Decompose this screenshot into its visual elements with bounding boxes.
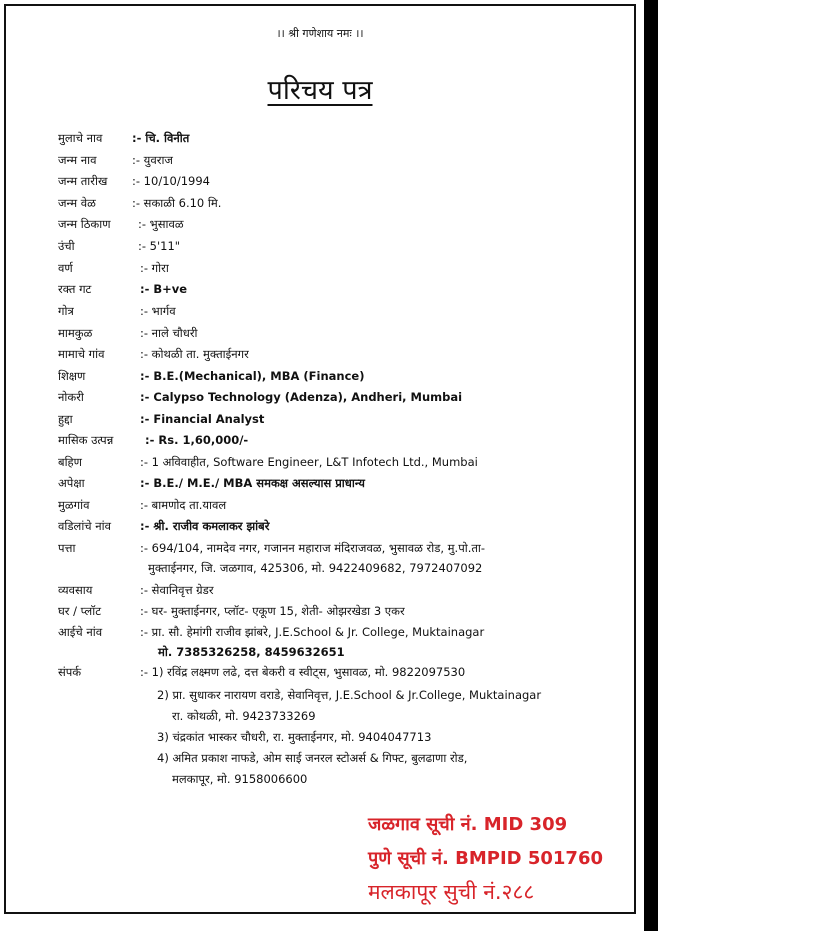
field-label: रक्त गट <box>58 282 92 296</box>
contact-line: रा. कोथळी, मो. 9423733269 <box>172 709 316 723</box>
field-value: :- नाले चौधरी <box>140 326 198 340</box>
contact-line: मलकापूर, मो. 9158006600 <box>172 772 308 786</box>
field-value: :- B.E./ M.E./ MBA समकक्ष असल्यास प्राधान्य <box>140 476 365 490</box>
field-label: मामाचे गांव <box>58 347 105 361</box>
field-value: :- कोथळी ता. मुक्ताईनगर <box>140 347 249 361</box>
field-label: शिक्षण <box>58 369 86 383</box>
field-value: :- Calypso Technology (Adenza), Andheri, Mumbai <box>140 390 463 404</box>
field-value: :- Financial Analyst <box>140 412 265 426</box>
field-label: जन्म नाव <box>58 153 97 167</box>
field-value: :- 5'11" <box>138 239 181 253</box>
field-label: हुद्दा <box>58 412 73 426</box>
field-value: :- सेवानिवृत्त ग्रेडर <box>140 583 214 597</box>
contact-line: 4) अमित प्रकाश नाफडे, ओम साई जनरल स्टोअर्स & गिफ्ट, बुलढाणा रोड, <box>157 751 468 765</box>
field-value: :- B+ve <box>140 282 188 296</box>
malkapur-registration: मलकापूर सुची नं.२८८ <box>368 880 535 904</box>
field-value: :- भार्गव <box>140 304 176 318</box>
pune-registration: पुणे सूची नं. BMPID 501760 <box>368 848 604 869</box>
field-value: :- चि. विनीत <box>132 131 190 145</box>
field-label: पत्ता <box>58 541 76 555</box>
field-label: घर / प्लॉट <box>58 604 102 618</box>
field-value: मो. 7385326258, 8459632651 <box>158 645 345 659</box>
field-value: :- गोरा <box>140 261 169 275</box>
field-label: नोकरी <box>58 390 84 404</box>
scan-edge-bar <box>644 0 658 931</box>
field-value: :- घर- मुक्ताईनगर, प्लॉट- एकूण 15, शेती- ओझरखेडा 3 एकर <box>140 604 405 618</box>
field-label: मामकुळ <box>58 326 93 340</box>
field-value: मुक्ताईनगर, जि. जळगाव, 425306, मो. 9422409682, 7972407092 <box>148 561 483 575</box>
field-label: जन्म ठिकाण <box>58 217 111 231</box>
field-label: मुलाचे नाव <box>58 131 103 145</box>
field-value: :- 10/10/1994 <box>132 174 210 188</box>
field-value: :- 694/104, नामदेव नगर, गजानन महाराज मंदिराजवळ, भुसावळ रोड, मु.पो.ता- <box>140 541 486 555</box>
field-label: अपेक्षा <box>58 476 85 490</box>
field-value: :- सकाळी 6.10 मि. <box>132 196 222 210</box>
field-label: संपर्क <box>58 665 82 679</box>
field-label: वडिलांचे नांव <box>58 519 112 533</box>
field-value: :- श्री. राजीव कमलाकर झांबरे <box>140 519 270 533</box>
contact-line: :- 1) रविंद्र लक्ष्मण लढे, दत्त बेकरी व स्वीट्स, भुसावळ, मो. 9822097530 <box>140 665 466 679</box>
invocation: ।। श्री गणेशाय नमः ।। <box>276 27 364 40</box>
field-value: :- बामणोद ता.यावल <box>140 498 227 512</box>
field-value: :- युवराज <box>132 153 173 167</box>
field-label: उंची <box>58 239 75 253</box>
field-value: :- 1 अविवाहीत, Software Engineer, L&T Infotech Ltd., Mumbai <box>140 455 478 469</box>
field-label: जन्म वेळ <box>58 196 96 210</box>
field-value: :- B.E.(Mechanical), MBA (Finance) <box>140 369 365 383</box>
field-value: :- Rs. 1,60,000/- <box>145 433 249 447</box>
field-label: मुळगांव <box>58 498 90 512</box>
field-label: व्यवसाय <box>58 583 93 597</box>
contact-line: 3) चंद्रकांत भास्कर चौधरी, रा. मुक्ताईनगर, मो. 9404047713 <box>157 730 432 744</box>
jalgaon-registration: जळगाव सूची नं. MID 309 <box>368 814 568 835</box>
field-value: :- भुसावळ <box>138 217 184 231</box>
page-title <box>6 70 634 107</box>
biodata-page <box>4 4 636 914</box>
field-label: वर्ण <box>58 261 73 275</box>
field-label: गोत्र <box>58 304 74 318</box>
field-label: जन्म तारीख <box>58 174 108 188</box>
field-label: आईचे नांव <box>58 625 103 639</box>
title-text: परिचय पत्र <box>267 75 373 106</box>
field-label: बहिण <box>58 455 82 469</box>
field-value: :- प्रा. सौ. हेमांगी राजीव झांबरे, J.E.School & Jr. College, Muktainagar <box>140 625 485 639</box>
contact-line: 2) प्रा. सुधाकर नारायण वराडे, सेवानिवृत्त, J.E.School & Jr.College, Muktainagar <box>157 688 542 702</box>
field-label: मासिक उत्पन्न <box>58 433 114 447</box>
